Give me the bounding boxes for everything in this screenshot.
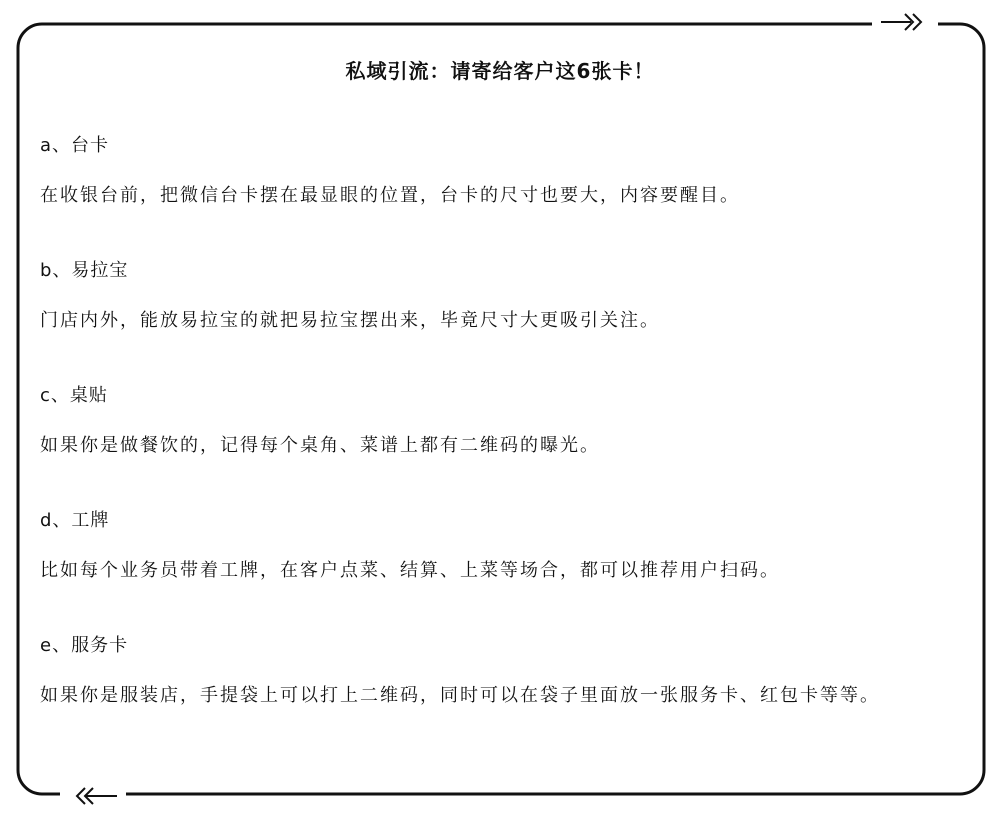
section-heading: a、台卡 [40,135,110,156]
arrow-left-icon [60,776,126,816]
section-body: 门店内外，能放易拉宝的就把易拉宝摆出来，毕竟尺寸大更吸引关注。 [40,310,660,331]
section-body: 如果你是服装店，手提袋上可以打上二维码，同时可以在袋子里面放一张服务卡、红包卡等等。 [40,685,880,706]
card-list [40,132,970,757]
section-table-sticker [40,382,970,465]
section-heading: c、桌贴 [40,385,108,406]
section-heading: b、易拉宝 [40,260,129,281]
section-work-badge [40,507,970,590]
section-table-card [40,132,970,215]
section-body: 比如每个业务员带着工牌，在客户点菜、结算、上菜等场合，都可以推荐用户扫码。 [40,560,780,581]
section-heading: e、服务卡 [40,635,129,656]
section-service-card [40,632,970,715]
section-body: 在收银台前，把微信台卡摆在最显眼的位置，台卡的尺寸也要大，内容要醒目。 [40,185,740,206]
arrow-right-icon [872,2,938,42]
section-heading: d、工牌 [40,510,110,531]
section-rollup-banner [40,257,970,340]
page-title: 私域引流：请寄给客户这6张卡！ [345,59,655,83]
section-body: 如果你是做餐饮的，记得每个桌角、菜谱上都有二维码的曝光。 [40,435,600,456]
